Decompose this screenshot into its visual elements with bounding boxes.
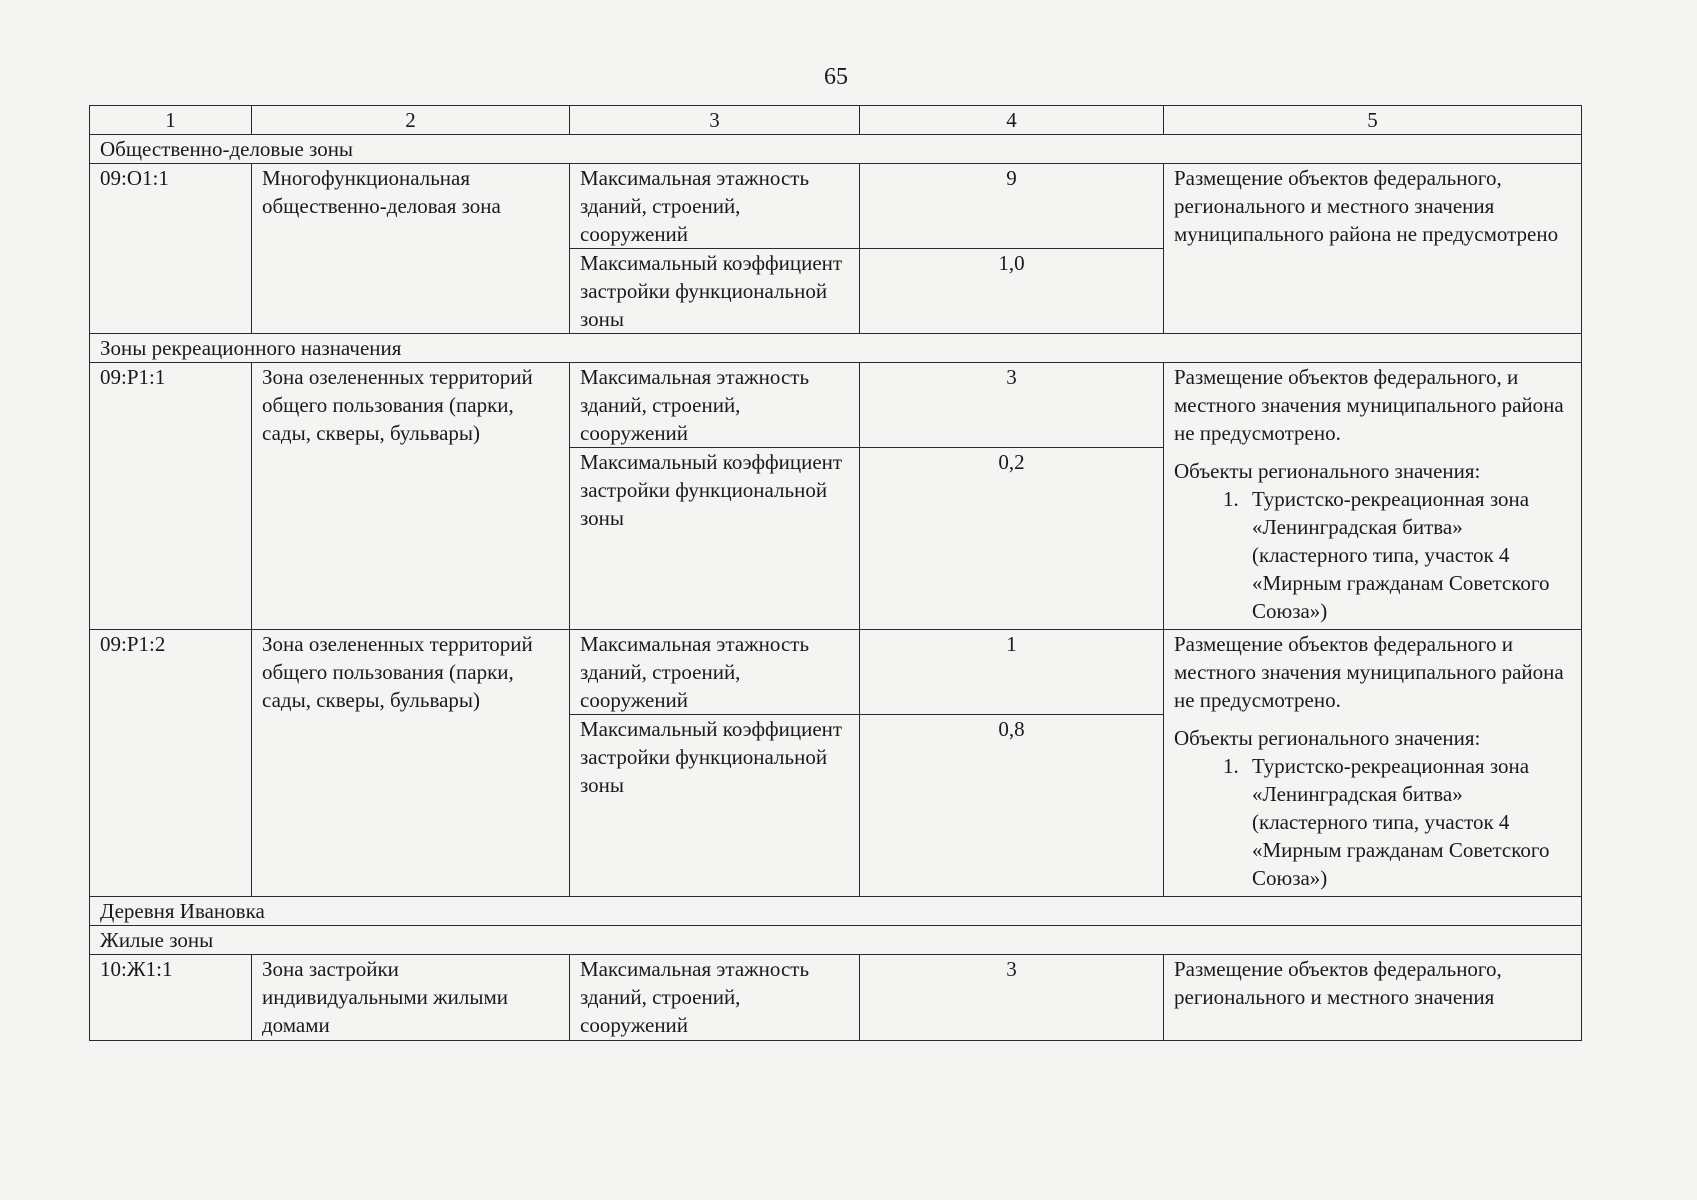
section-title: Общественно-деловые зоны [90,135,1582,164]
page-number: 65 [824,64,848,90]
placement-note: Размещение объектов федерального, регионального и местного значения [1164,955,1582,1041]
parameter-value: 1 [860,630,1164,715]
objects-list [1174,752,1571,892]
zone-name: Многофункциональная общественно-деловая зона [252,164,570,334]
parameter-value: 3 [860,363,1164,448]
table-row [90,363,1582,448]
zone-name: Зона озелененных территорий общего пользования (парки, сады, скверы, бульвары) [252,363,570,630]
parameter-name: Максимальная этажность зданий, строений, сооружений [570,955,860,1041]
parameter-value: 1,0 [860,249,1164,334]
zone-name: Зона застройки индивидуальными жилыми домами [252,955,570,1041]
parameter-name: Максимальная этажность зданий, строений, сооружений [570,630,860,715]
placement-note-cell [1164,630,1582,897]
header-cell: 2 [252,106,570,135]
section-title: Деревня Ивановка [90,897,1582,926]
header-cell: 1 [90,106,252,135]
zone-code: 09:Р1:1 [90,363,252,630]
placement-note-cell [1164,363,1582,630]
objects-list [1174,485,1571,625]
header-cell: 4 [860,106,1164,135]
list-item: 1. Туристско-рекреационная зона «Ленинградская битва» (кластерного типа, участок 4 «Мирным гражданам Советского Союза») [1244,485,1571,625]
parameter-name: Максимальный коэффициент застройки функциональной зоны [570,715,860,897]
section-row [90,135,1582,164]
section-row [90,926,1582,955]
objects-title: Объекты регионального значения: [1174,726,1481,750]
parameter-name: Максимальная этажность зданий, строений, сооружений [570,164,860,249]
zone-code: 09:Р1:2 [90,630,252,897]
zone-name: Зона озелененных территорий общего пользования (парки, сады, скверы, бульвары) [252,630,570,897]
section-title: Жилые зоны [90,926,1582,955]
parameter-value: 3 [860,955,1164,1041]
section-row [90,897,1582,926]
parameter-value: 0,8 [860,715,1164,897]
header-cell: 5 [1164,106,1582,135]
zone-code: 09:О1:1 [90,164,252,334]
objects-title: Объекты регионального значения: [1174,459,1481,483]
list-item: 1. Туристско-рекреационная зона «Ленинградская битва» (кластерного типа, участок 4 «Мирным гражданам Советского Союза») [1244,752,1571,892]
parameter-name: Максимальный коэффициент застройки функциональной зоны [570,249,860,334]
section-title: Зоны рекреационного назначения [90,334,1582,363]
placement-note: Размещение объектов федерального, и местного значения муниципального района не предусмотрено. [1174,365,1564,445]
table-header-row [90,106,1582,135]
parameter-value: 0,2 [860,448,1164,630]
parameter-name: Максимальный коэффициент застройки функциональной зоны [570,448,860,630]
placement-note: Размещение объектов федерального, регионального и местного значения муниципального района не предусмотрено [1164,164,1582,334]
parameter-name: Максимальная этажность зданий, строений, сооружений [570,363,860,448]
placement-note: Размещение объектов федерального и местного значения муниципального района не предусмотрено. [1174,632,1564,712]
section-row [90,334,1582,363]
zone-code: 10:Ж1:1 [90,955,252,1041]
zones-table [89,105,1582,1041]
table-row [90,955,1582,1041]
parameter-value: 9 [860,164,1164,249]
table-row [90,630,1582,715]
table-row [90,164,1582,249]
header-cell: 3 [570,106,860,135]
